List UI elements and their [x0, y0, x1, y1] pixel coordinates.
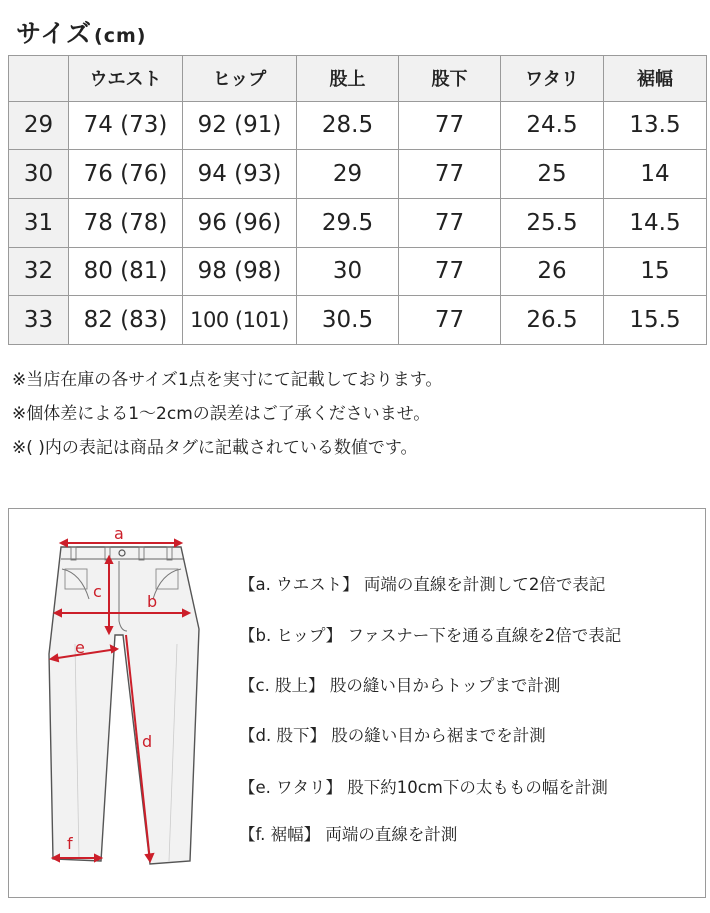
- header-hip: ヒップ: [183, 56, 297, 102]
- label-b: b: [147, 592, 158, 611]
- cell-hip: 94 (93): [183, 150, 297, 199]
- cell-hip: 92 (91): [183, 101, 297, 150]
- note-line: ※個体差による1〜2cmの誤差はご了承くださいませ。: [12, 404, 431, 424]
- table-row: [9, 101, 707, 150]
- header-rise: 股上: [297, 56, 399, 102]
- cell-inseam: 77: [399, 198, 501, 247]
- legend-key: 【c. 股上】: [239, 676, 325, 695]
- legend-desc: 股の縫い目からトップまで計測: [329, 676, 561, 695]
- table-header-row: [9, 56, 707, 102]
- cell-rise: 30.5: [297, 296, 399, 345]
- label-f: f: [67, 834, 73, 853]
- legend-key: 【d. 股下】: [239, 726, 326, 745]
- label-e: e: [75, 638, 85, 657]
- row-size: 33: [9, 296, 69, 345]
- cell-rise: 29: [297, 150, 399, 199]
- header-hem: 裾幅: [604, 56, 707, 102]
- legend-key: 【a. ウエスト】: [239, 575, 359, 594]
- cell-waist: 74 (73): [69, 101, 183, 150]
- legend-item: [239, 571, 605, 595]
- cell-waist: 78 (78): [69, 198, 183, 247]
- label-a: a: [114, 524, 124, 543]
- title-text: サイズ: [16, 19, 93, 48]
- legend-item: [239, 622, 621, 646]
- cell-inseam: 77: [399, 150, 501, 199]
- table-row: [9, 198, 707, 247]
- size-table: [8, 55, 707, 345]
- cell-rise: 28.5: [297, 101, 399, 150]
- row-size: 30: [9, 150, 69, 199]
- legend-desc: ファスナー下を通る直線を2倍で表記: [347, 626, 622, 645]
- legend-desc: 両端の直線を計測: [325, 825, 458, 844]
- legend-key: 【f. 裾幅】: [239, 825, 321, 844]
- cell-hem: 13.5: [604, 101, 707, 150]
- note-line: ※当店在庫の各サイズ1点を実寸にて記載しております。: [12, 370, 443, 390]
- header-corner: [9, 56, 69, 102]
- cell-hem: 15.5: [604, 296, 707, 345]
- legend-item: [239, 722, 546, 746]
- cell-thigh: 26: [501, 247, 604, 296]
- legend-key: 【b. ヒップ】: [239, 626, 343, 645]
- pants-illustration: [9, 509, 239, 897]
- cell-waist: 82 (83): [69, 296, 183, 345]
- row-size: 32: [9, 247, 69, 296]
- legend-item: [239, 774, 608, 798]
- legend-item: [239, 672, 560, 696]
- cell-inseam: 77: [399, 247, 501, 296]
- table-row: [9, 296, 707, 345]
- cell-rise: 30: [297, 247, 399, 296]
- cell-hem: 14.5: [604, 198, 707, 247]
- measurement-diagram: [8, 508, 706, 898]
- legend-desc: 股の縫い目から裾までを計測: [331, 726, 546, 745]
- cell-thigh: 26.5: [501, 296, 604, 345]
- row-size: 29: [9, 101, 69, 150]
- cell-inseam: 77: [399, 296, 501, 345]
- cell-hip: 100 (101): [183, 296, 297, 345]
- row-size: 31: [9, 198, 69, 247]
- legend-desc: 股下約10cm下の太ももの幅を計測: [347, 778, 608, 797]
- label-c: c: [93, 582, 102, 601]
- pants-outline: [49, 547, 199, 864]
- legend-desc: 両端の直線を計測して2倍で表記: [363, 575, 606, 594]
- header-thigh: ワタリ: [501, 56, 604, 102]
- page-title: [16, 14, 146, 50]
- cell-thigh: 24.5: [501, 101, 604, 150]
- header-inseam: 股下: [399, 56, 501, 102]
- title-unit: (cm): [94, 25, 147, 47]
- note-line: ※( )内の表記は商品タグに記載されている数値です。: [12, 438, 418, 458]
- legend-item: [239, 821, 457, 845]
- table-row: [9, 247, 707, 296]
- cell-waist: 80 (81): [69, 247, 183, 296]
- header-waist: ウエスト: [69, 56, 183, 102]
- cell-thigh: 25.5: [501, 198, 604, 247]
- cell-inseam: 77: [399, 101, 501, 150]
- cell-hem: 14: [604, 150, 707, 199]
- cell-hem: 15: [604, 247, 707, 296]
- legend-key: 【e. ワタリ】: [239, 778, 342, 797]
- table-row: [9, 150, 707, 199]
- cell-thigh: 25: [501, 150, 604, 199]
- label-d: d: [142, 732, 153, 751]
- cell-waist: 76 (76): [69, 150, 183, 199]
- cell-hip: 98 (98): [183, 247, 297, 296]
- notes: [12, 363, 442, 465]
- cell-hip: 96 (96): [183, 198, 297, 247]
- cell-rise: 29.5: [297, 198, 399, 247]
